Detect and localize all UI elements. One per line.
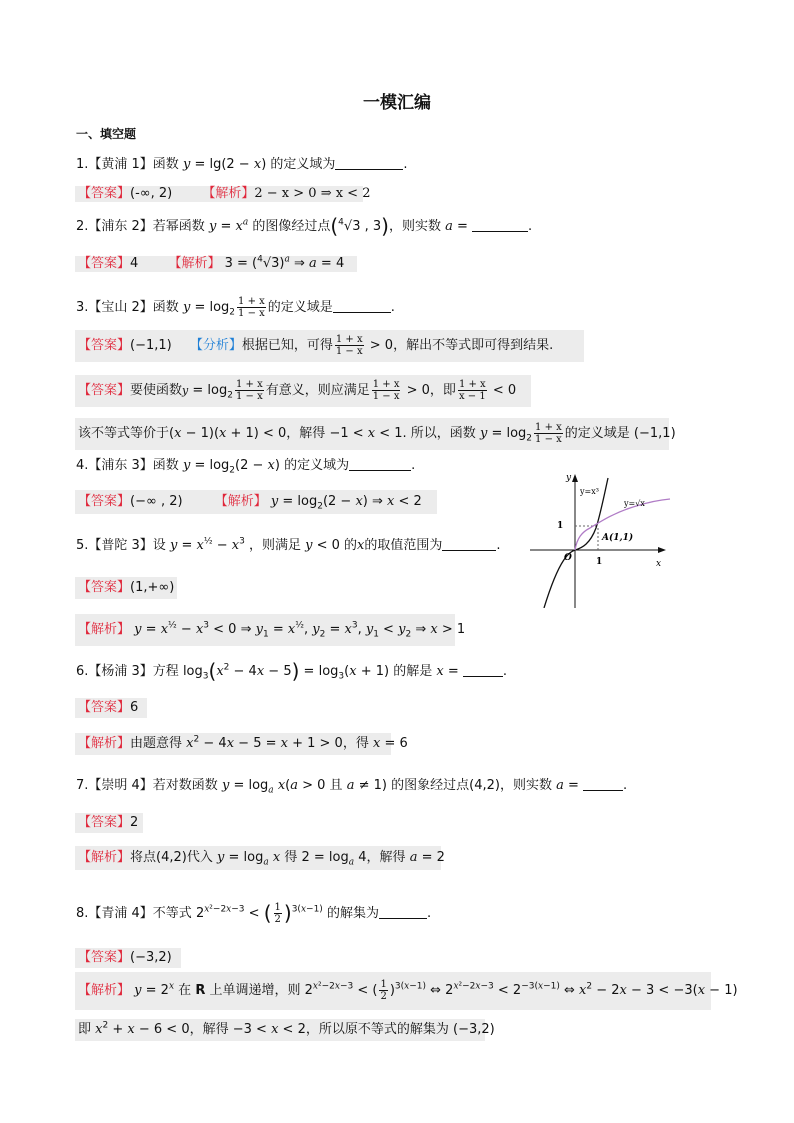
sqrt-label: y=√x: [624, 499, 645, 508]
answer-7: 【答案】2: [75, 813, 143, 833]
curve-cubic: [544, 478, 608, 608]
analysis-7: 【解析】将点(4,2)代入 $y = \log_a x$ 得 $2 = \log_a 4$，解得 a = 2: [75, 846, 441, 870]
question-1: 1.【黄浦 1】函数 y = lg(2 − x) 的定义域为 .: [76, 157, 408, 172]
answer-1: 【答案】(-∞, 2) 【解析】2 − x > 0 ⇒ x < 2: [75, 186, 363, 202]
y-tick-1: 1: [557, 521, 564, 531]
analysis-8-line-1: 【解析】 $y = 2^x$ 在 R 上单调递增，则 $2^{x^2-2x-3}$ < ( $\frac{1}{2}$ )$^{3(x-1)}$ ⇔ $2^{x^2-2x-3} < 2^{-3(x-1)}$ ⇔ $x^2 - 2x - 3 < -3(x - 1)$: [75, 972, 711, 1010]
y-axis-label: y: [566, 473, 572, 483]
answer-3-line-3: 该不等式等价于(x − 1)(x + 1) < 0，解得 −1 < x < 1. 所以，函数 $y = \log_2$ $\frac{1 + x}{1 - x}$ 的定义域是 (−1,1): [75, 418, 669, 450]
answer-8: 【答案】(−3,2): [75, 948, 181, 968]
analysis-5: 【解析】 $y = x^{\frac{1}{2}} - x^3 < 0$ ⇒ $y_1 = x^{\frac{1}{2}}$, $y_2 = x^3$, $y_1 < y_2$ ⇒ x > 1: [75, 614, 455, 646]
analysis-8-line-2: 即 $x^2 + x - 6 < 0$，解得 −3 < x < 2，所以原不等式的解集为 (−3,2): [75, 1019, 485, 1041]
question-3: 3.【宝山 2】函数 $y = \log_2$ $\frac{1 + x}{1 - x}$ 的定义域是 .: [76, 296, 395, 319]
x-axis-arrow: [658, 547, 666, 553]
answer-4: 【答案】(−∞ , 2) 【解析】 $y = \log_2(2 - x)$ ⇒ x < 2: [75, 490, 437, 514]
question-8: 8.【青浦 4】不等式 $2^{x^2-2x-3}$ < ( $\frac{1}{2}$ )$^{3(x-1)}$ 的解集为 .: [76, 901, 432, 925]
answer-3-line-2: 【答案】要使函数$y = \log_2$ $\frac{1 + x}{1 - x}$ 有意义，则应满足 $\frac{1 + x}{1 - x}$ > 0，即 $\frac{1 + x}{x - 1}$ < 0: [75, 375, 531, 407]
answer-2: 【答案】4 【解析】 $3 = (^4√3)^a$ ⇒ a = 4: [75, 256, 357, 272]
question-7: 7.【崇明 4】若对数函数 $y = \log_a x(a > 0$ 且 a ≠ 1) 的图象经过点(4,2)，则实数 a = .: [76, 778, 628, 796]
x-tick-1: 1: [596, 557, 603, 567]
answer-6: 【答案】6: [75, 698, 147, 718]
page-title: 一模汇编: [363, 93, 431, 113]
question-5: 5.【普陀 3】设 $y = x^{\frac{1}{2}} - x^3$ ，则满足 y < 0 的x的取值范围为 .: [76, 536, 501, 553]
analysis-6: 【解析】由题意得 $x^2 - 4x - 5 = x + 1 > 0$，得 x = 6: [75, 733, 391, 755]
point-label: A(1,1): [602, 533, 634, 543]
question-6: 6.【杨浦 3】方程 $\log_3(x^2 - 4x - 5) = \log_3(x + 1)$ 的解是 x = .: [76, 659, 508, 683]
section-heading: 一、填空题: [76, 127, 137, 141]
function-graph: [530, 466, 672, 608]
answer-5: 【答案】(1,+∞): [75, 577, 177, 599]
origin-label: O: [564, 553, 572, 563]
cubic-label: y=x³: [580, 487, 599, 496]
question-4: 4.【浦东 3】函数 $y = \log_2(2 - x)$ 的定义域为 .: [76, 458, 416, 476]
x-axis-label: x: [656, 559, 662, 569]
question-2: 2.【浦东 2】若幂函数 $y = x^a$ 的图像经过点($^4$√3 , 3)，则实数 a = .: [76, 214, 533, 238]
answer-3-line-1: 【答案】(−1,1) 【分析】根据已知，可得 $\frac{1 + x}{1 - x}$ > 0，解出不等式即可得到结果.: [75, 330, 584, 362]
y-axis-arrow: [572, 474, 578, 482]
